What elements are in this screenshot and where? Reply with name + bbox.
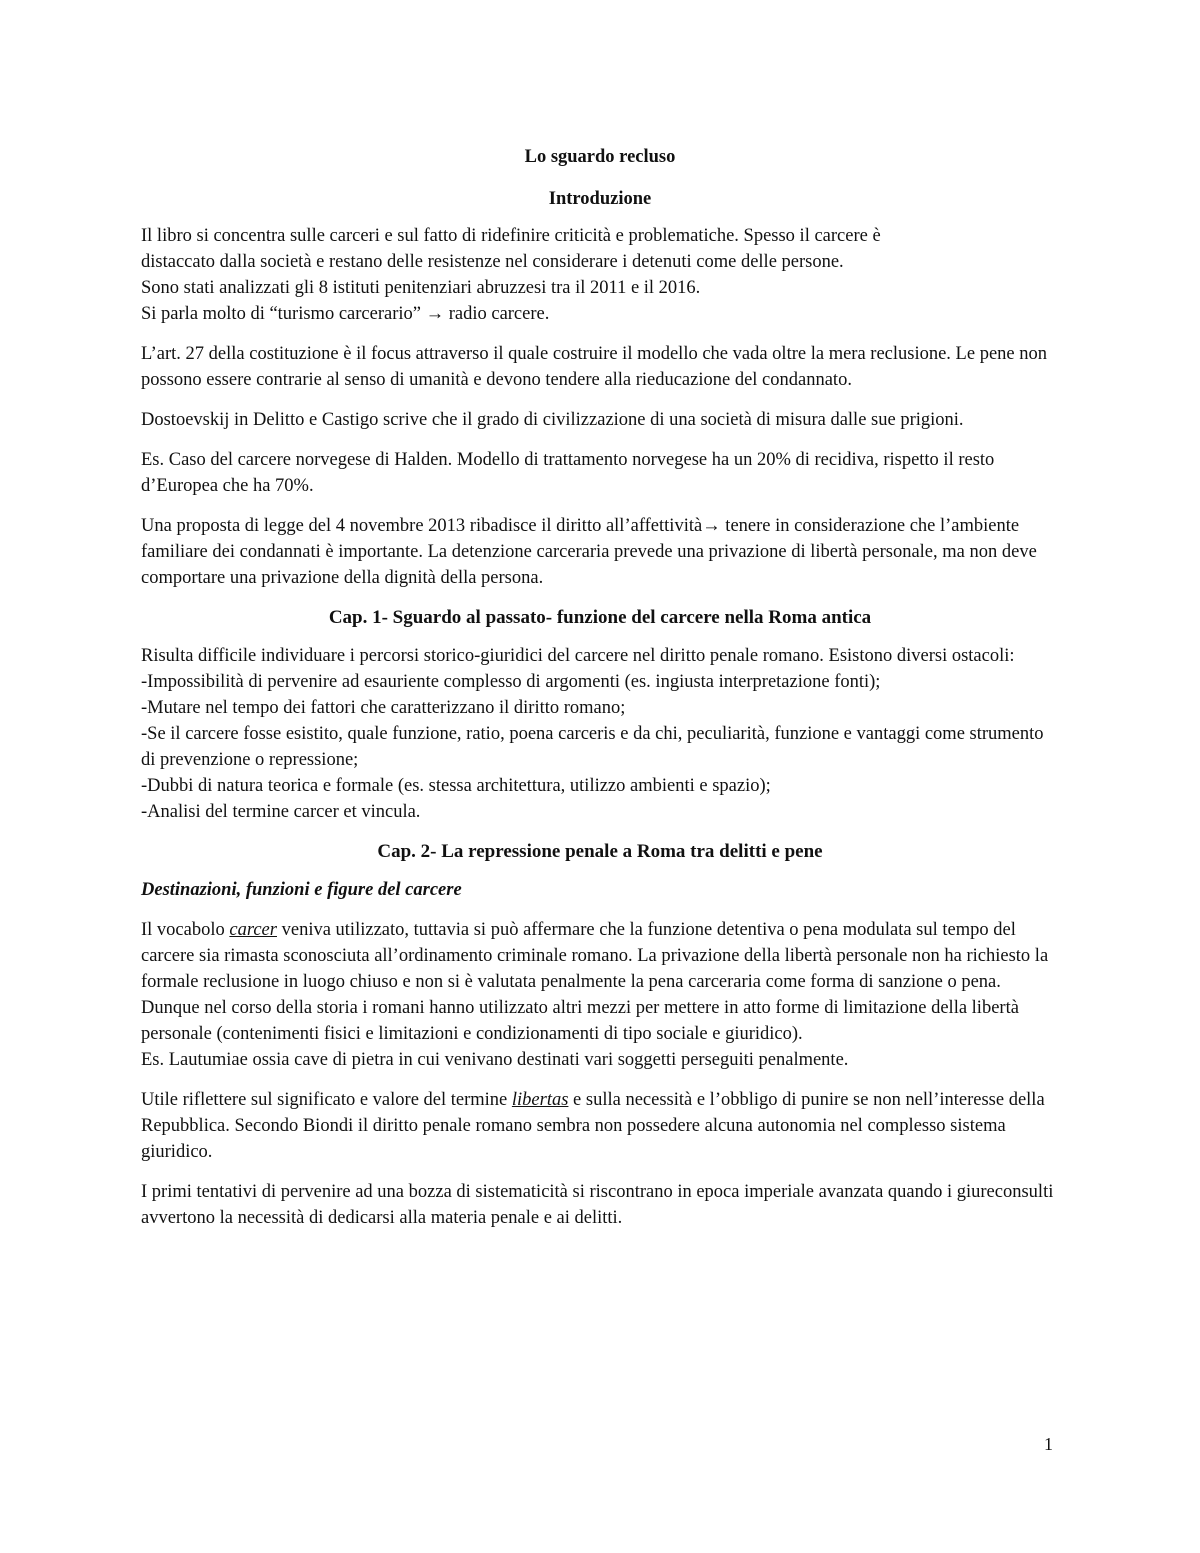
term-carcer: carcer — [229, 920, 277, 940]
intro-paragraph-2: L’art. 27 della costituzione è il focus attraverso il quale costruire il modello che vada oltre la mera reclusione. Le pene non possono essere contrarie al senso di umanità e devono tendere alla rieducazione del condannato. — [141, 344, 1047, 390]
chapter-2-heading: Cap. 2- La repressione penale a Roma tra delitti e pene — [377, 841, 823, 862]
text-run: Utile riflettere sul significato e valore del termine — [141, 1090, 512, 1110]
text-line: Sono stati analizzati gli 8 istituti penitenziari abruzzesi tra il 2011 e il 2016. — [141, 278, 701, 298]
list-item: -Impossibilità di pervenire ad esauriente complesso di argomenti (es. ingiusta interpretazione fonti); — [141, 672, 881, 692]
list-item: -Analisi del termine carcer et vincula. — [141, 802, 421, 822]
chapter-2-subheading: Destinazioni, funzioni e figure del carcere — [141, 880, 462, 900]
text-run: veniva utilizzato, tuttavia si può affermare che la funzione detentiva o pena modulata sul tempo del carcere sia rimasta sconosciuta all’ordinamento criminale romano. La privazione della libertà personale non ha richiesto la formale reclusione in luogo chiuso e non si è valutata penalmente la pena carceraria come forma di sanzione o pena. — [141, 920, 1049, 992]
chapter-2-paragraph-2 — [141, 1087, 1059, 1165]
term-libertas: libertas — [511, 1090, 569, 1110]
list-item: -Se il carcere fosse esistito, quale funzione, ratio, poena carceris e da chi, peculiarità, funzione e vantaggi come strumento di prevenzione o repressione; — [141, 724, 1044, 770]
chapter-2-paragraph-3: I primi tentativi di pervenire ad una bozza di sistematicità si riscontrano in epoca imperiale avanzata quando i giureconsulti avvertono la necessità di dedicarsi alla materia penale e ai delitti. — [141, 1182, 1054, 1228]
text-line — [141, 917, 1059, 995]
text-line: Risulta difficile individuare i percorsi storico-giuridici del carcere nel diritto penale romano. Esistono diversi ostacoli: — [141, 646, 1015, 666]
page-number: 1 — [1044, 1434, 1053, 1454]
intro-paragraph-3: Dostoevskij in Delitto e Castigo scrive che il grado di civilizzazione di una società di misura dalle sue prigioni. — [141, 410, 964, 430]
text-line: Dunque nel corso della storia i romani hanno utilizzato altri mezzi per mettere in atto forme di limitazione della libertà personale (contenimenti fisici e limitazioni e condizionamenti di tipo sociale e giuridico). — [141, 998, 1019, 1044]
text-line: distaccato dalla società e restano delle resistenze nel considerare i detenuti come delle persone. — [141, 252, 844, 272]
text-line: Es. Lautumiae ossia cave di pietra in cui venivano destinati vari soggetti perseguiti penalmente. — [141, 1050, 849, 1070]
text-run: Il vocabolo — [141, 920, 230, 940]
text-run: e sulla necessità e l’obbligo di punire se non nell’interesse della Repubblica. Secondo Biondi il diritto penale romano sembra non possedere alcuna autonomia nel complesso sistema giuridico. — [141, 1090, 1045, 1162]
chapter-1-paragraph — [141, 643, 1059, 825]
intro-paragraph-5: Una proposta di legge del 4 novembre 2013 ribadisce il diritto all’affettività→ tenere in considerazione che l’ambiente familiare dei condannati è importante. La detenzione carceraria prevede una privazione di libertà personale, ma non deve comportare una privazione della dignità della persona. — [141, 516, 1037, 588]
list-item: -Dubbi di natura teorica e formale (es. stessa architettura, utilizzo ambienti e spazio); — [141, 776, 771, 796]
text-line: Si parla molto di “turismo carcerario” → radio carcere. — [141, 304, 550, 324]
document-title: Lo sguardo recluso — [524, 147, 676, 167]
text-line: Il libro si concentra sulle carceri e sul fatto di ridefinire criticità e problematiche. Spesso il carcere è — [141, 226, 881, 246]
list-item: -Mutare nel tempo dei fattori che caratterizzano il diritto romano; — [141, 698, 626, 718]
intro-paragraph-1 — [141, 223, 1059, 327]
document-body — [141, 144, 1059, 1245]
intro-paragraph-4: Es. Caso del carcere norvegese di Halden. Modello di trattamento norvegese ha un 20% di recidiva, rispetto il resto d’Europea che ha 70%. — [141, 450, 995, 496]
chapter-1-heading: Cap. 1- Sguardo al passato- funzione del carcere nella Roma antica — [328, 607, 872, 628]
section-title-introduzione: Introduzione — [548, 189, 652, 209]
chapter-2-paragraph-1 — [141, 917, 1059, 1073]
